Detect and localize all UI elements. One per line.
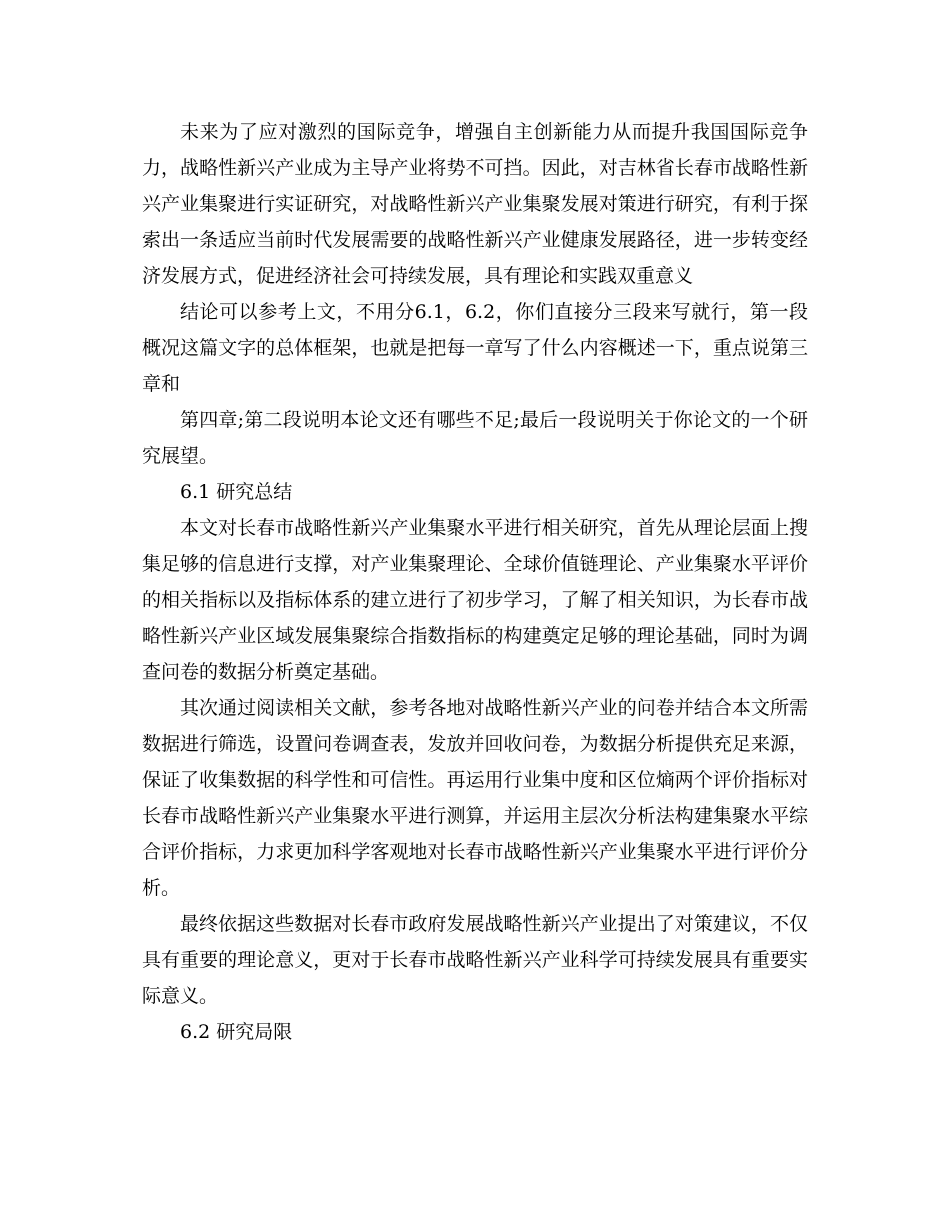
paragraph-intro: 未来为了应对激烈的国际竞争，增强自主创新能力从而提升我国国际竞争力，战略性新兴产业成为主导产业将势不可挡。因此，对吉林省长春市战略性新兴产业集聚进行实证研究，对战略性新兴产业集聚发展对策进行研究，有利于探索出一条适应当前时代发展需要的战略性新兴产业健康发展路径，进一步转变经济发展方式，促进经济社会可持续发展，具有理论和实践双重意义 <box>142 121 808 287</box>
paragraph-instruction-continued: 第四章;第二段说明本论文还有哪些不足;最后一段说明关于你论文的一个研究展望。 <box>142 409 808 467</box>
paragraph-summary-3: 最终依据这些数据对长春市政府发展战略性新兴产业提出了对策建议，不仅具有重要的理论意义，更对于长春市战略性新兴产业科学可持续发展具有重要实际意义。 <box>142 913 808 1007</box>
paragraph-summary-1: 本文对长春市战略性新兴产业集聚水平进行相关研究，首先从理论层面上搜集足够的信息进行支撑，对产业集聚理论、全球价值链理论、产业集聚水平评价的相关指标以及指标体系的建立进行了初步学习，了解了相关知识，为长春市战略性新兴产业区域发展集聚综合指数指标的构建奠定足够的理论基础，同时为调查问卷的数据分析奠定基础。 <box>142 517 808 683</box>
document-body <box>142 114 808 1050</box>
paragraph-summary-2: 其次通过阅读相关文献，参考各地对战略性新兴产业的问卷并结合本文所需数据进行筛选，设置问卷调查表，发放并回收问卷，为数据分析提供充足来源，保证了收集数据的科学性和可信性。再运用行业集中度和区位熵两个评价指标对长春市战略性新兴产业集聚水平进行测算，并运用主层次分析法构建集聚水平综合评价指标，力求更加科学客观地对长春市战略性新兴产业集聚水平进行评价分析。 <box>142 697 808 899</box>
section-heading-summary: 6.1 研究总结 <box>180 481 293 503</box>
paragraph-instruction: 结论可以参考上文，不用分6.1，6.2，你们直接分三段来写就行，第一段概况这篇文字的总体框架，也就是把每一章写了什么内容概述一下，重点说第三章和 <box>142 301 808 395</box>
section-heading-limitations: 6.2 研究局限 <box>180 1021 293 1043</box>
